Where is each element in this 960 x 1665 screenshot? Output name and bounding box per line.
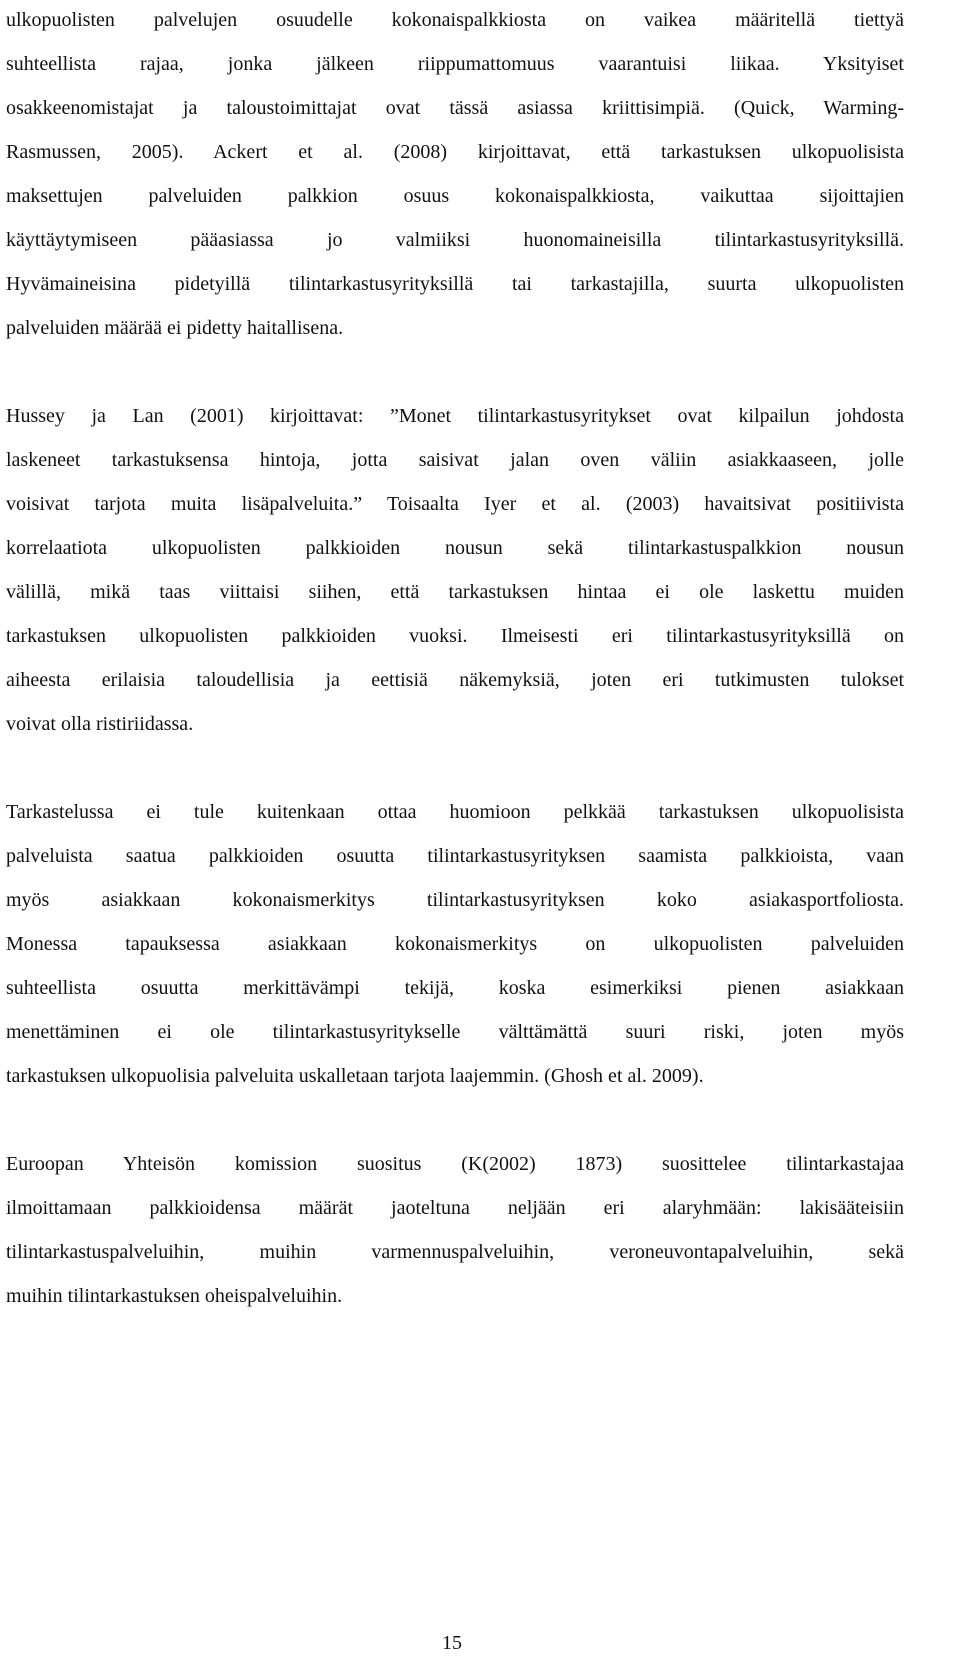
text-line: suhteellista osuutta merkittävämpi tekijä, koska esimerkiksi pienen asiakkaan: [6, 977, 904, 999]
paragraph-4: [6, 1142, 904, 1318]
text-line: tilintarkastuspalveluihin, muihin varmennuspalveluihin, veroneuvontapalveluihin, sekä: [6, 1241, 904, 1263]
text-line: laskeneet tarkastuksensa hintoja, jotta saisivat jalan oven väliin asiakkaaseen, jolle: [6, 449, 904, 471]
text-line: palveluiden määrää ei pidetty haitallisena.: [6, 317, 344, 339]
text-line: voivat olla ristiriidassa.: [6, 713, 194, 735]
text-line: voisivat tarjota muita lisäpalveluita.” Toisaalta Iyer et al. (2003) havaitsivat positiivista: [6, 493, 904, 515]
text-line: maksettujen palveluiden palkkion osuus kokonaispalkkiosta, vaikuttaa sijoittajien: [6, 185, 904, 207]
text-line: Rasmussen, 2005). Ackert et al. (2008) kirjoittavat, että tarkastuksen ulkopuolisista: [6, 141, 904, 163]
text-line: suhteellista rajaa, jonka jälkeen riippumattomuus vaarantuisi liikaa. Yksityiset: [6, 53, 904, 75]
text-line: ulkopuolisten palvelujen osuudelle kokonaispalkkiosta on vaikea määritellä tiettyä: [6, 9, 904, 31]
text-line: Hyvämaineisina pidetyillä tilintarkastusyrityksillä tai tarkastajilla, suurta ulkopuolisten: [6, 273, 904, 295]
text-line: ilmoittamaan palkkioidensa määrät jaoteltuna neljään eri alaryhmään: lakisääteisiin: [6, 1197, 904, 1219]
text-line: Monessa tapauksessa asiakkaan kokonaismerkitys on ulkopuolisten palveluiden: [6, 933, 904, 955]
text-line: myös asiakkaan kokonaismerkitys tilintarkastusyrityksen koko asiakasportfoliosta.: [6, 889, 904, 911]
text-line: tarkastuksen ulkopuolisia palveluita uskalletaan tarjota laajemmin. (Ghosh et al. 2009).: [6, 1065, 704, 1087]
paragraph-1: [6, 0, 904, 350]
text-line: tarkastuksen ulkopuolisten palkkioiden vuoksi. Ilmeisesti eri tilintarkastusyrityksillä on: [6, 625, 904, 647]
text-line: korrelaatiota ulkopuolisten palkkioiden nousun sekä tilintarkastuspalkkion nousun: [6, 537, 904, 559]
text-line: muihin tilintarkastuksen oheispalveluihin.: [6, 1285, 343, 1307]
text-line: aiheesta erilaisia taloudellisia ja eettisiä näkemyksiä, joten eri tutkimusten tulokset: [6, 669, 904, 691]
text-line: käyttäytymiseen pääasiassa jo valmiiksi huonomaineisilla tilintarkastusyrityksillä.: [6, 229, 904, 251]
text-line: Euroopan Yhteisön komission suositus (K(2002) 1873) suosittelee tilintarkastajaa: [6, 1153, 904, 1175]
paragraph-3: [6, 790, 904, 1098]
page-number: 15: [442, 1632, 462, 1654]
text-line: osakkeenomistajat ja taloustoimittajat ovat tässä asiassa kriittisimpiä. (Quick, Warming-: [6, 97, 904, 119]
text-line: menettäminen ei ole tilintarkastusyritykselle välttämättä suuri riski, joten myös: [6, 1021, 904, 1043]
text-line: Tarkastelussa ei tule kuitenkaan ottaa huomioon pelkkää tarkastuksen ulkopuolisista: [6, 801, 904, 823]
body-text: [6, 0, 904, 1362]
paragraph-2: [6, 394, 904, 746]
text-line: palveluista saatua palkkioiden osuutta tilintarkastusyrityksen saamista palkkioista, vaan: [6, 845, 904, 867]
text-line: Hussey ja Lan (2001) kirjoittavat: ”Monet tilintarkastusyritykset ovat kilpailun johdosta: [6, 405, 904, 427]
text-line: välillä, mikä taas viittaisi siihen, että tarkastuksen hintaa ei ole laskettu muiden: [6, 581, 904, 603]
